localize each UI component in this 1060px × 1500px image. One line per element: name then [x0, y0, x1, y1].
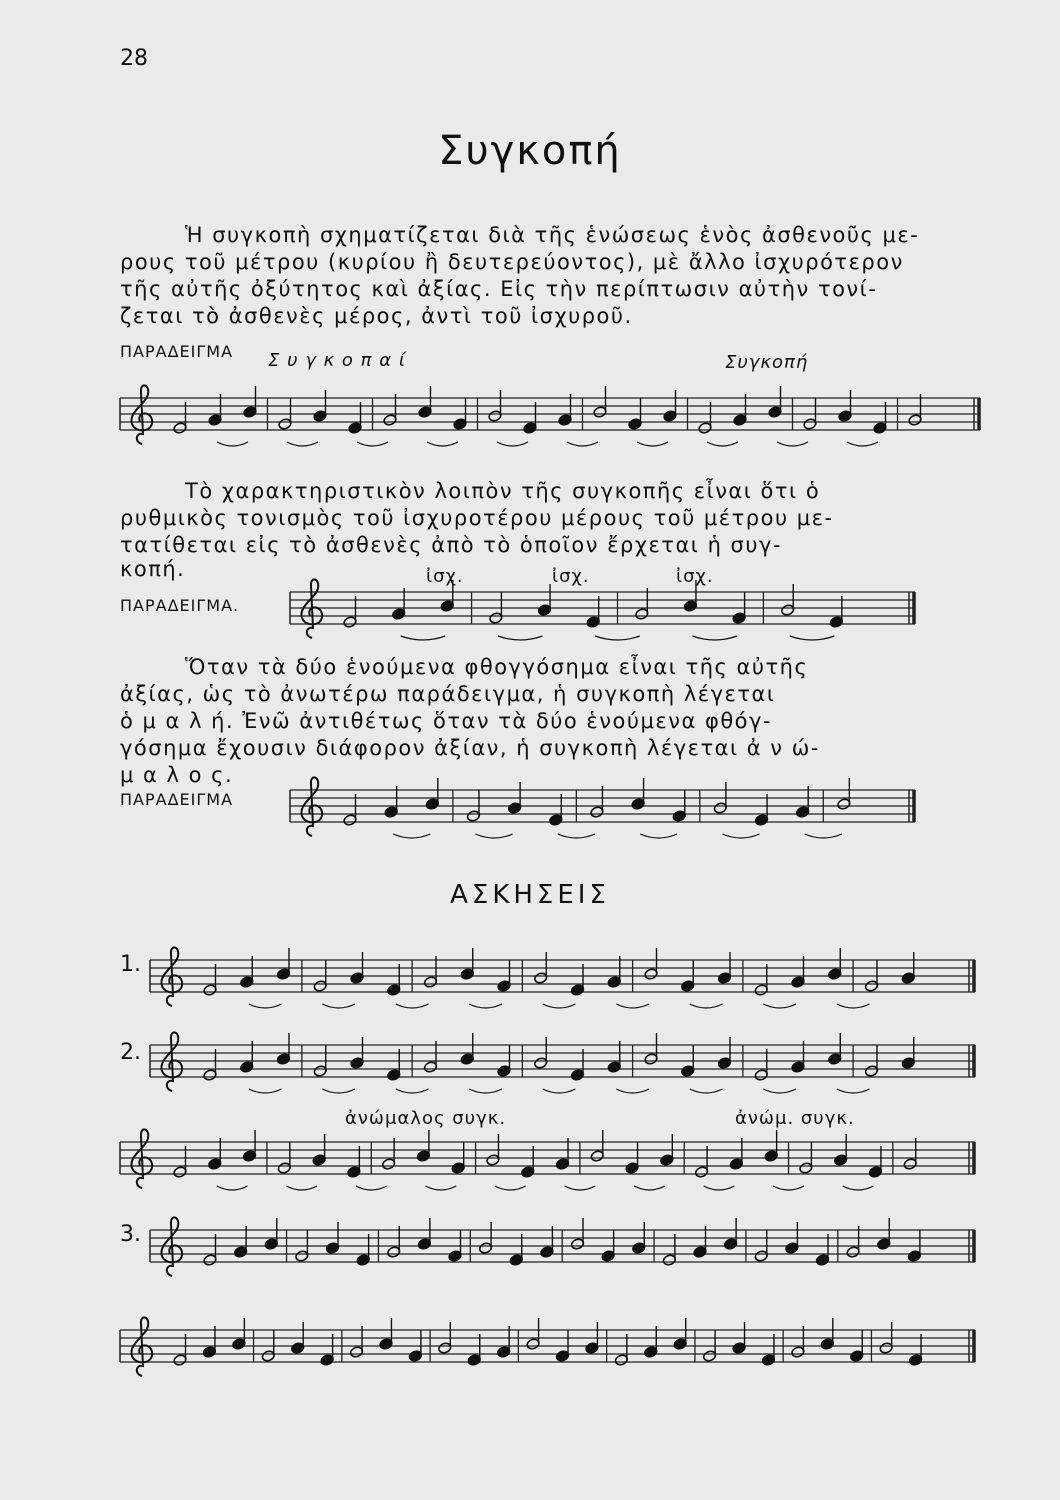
intro-line-1: Ἡ συγκοπὴ σχηματίζεται διὰ τῆς ἑνώσεως ἑνὸς ἀσθενοῦς με- — [185, 223, 920, 247]
para3-line-2: ἀξίας, ὡς τὸ ἀνωτέρω παράδειγμα, ἡ συγκοπὴ λέγεται — [120, 682, 776, 706]
tie-icon — [616, 1004, 649, 1008]
treble-clef-icon — [161, 1217, 182, 1276]
tie-icon — [704, 1186, 735, 1190]
exercise2-staff-line2 — [120, 1122, 980, 1202]
treble-clef-icon — [131, 1129, 152, 1188]
treble-clef-icon — [301, 777, 322, 836]
isx-label-1: ἰσχ. — [426, 566, 464, 587]
tie-icon — [777, 442, 808, 446]
tie-icon — [722, 834, 759, 838]
tie-icon — [805, 834, 842, 838]
tie-icon — [837, 1004, 870, 1008]
tie-icon — [543, 1089, 576, 1093]
tie-icon — [790, 636, 835, 640]
example1-annotation-right: Συγκοπή — [725, 352, 809, 373]
para2-line-3: τατίθεται εἰς τὸ ἀσθενὲς ἀπὸ τὸ ὁποῖον ἔρχεται ἡ συγ- — [120, 533, 783, 557]
tie-icon — [287, 442, 318, 446]
tie-icon — [475, 834, 512, 838]
tie-icon — [469, 1089, 502, 1093]
tie-icon — [773, 1186, 804, 1190]
tie-icon — [692, 636, 737, 640]
tie-icon — [249, 1004, 282, 1008]
intro-line-2: ρους τοῦ μέτρου (κυρίου ἢ δευτερεύοντος), μὲ ἄλλο ἰσχυρότερον — [120, 250, 904, 274]
isx-label-3: ἰσχ. — [676, 566, 714, 587]
tie-icon — [690, 1089, 723, 1093]
tie-icon — [469, 1004, 502, 1008]
intro-line-4: ζεται τὸ ἀσθενὲς μέρος, ἀντὶ τοῦ ἰσχυροῦ. — [120, 304, 633, 328]
exercise3-staff-line1 — [150, 1210, 980, 1290]
page-number: 28 — [120, 46, 148, 71]
tie-icon — [425, 1186, 456, 1190]
treble-clef-icon — [131, 1317, 152, 1376]
tie-icon — [595, 636, 640, 640]
isx-label-2: ἰσχ. — [552, 566, 590, 587]
example3-staff — [290, 770, 930, 850]
tie-icon — [616, 1089, 649, 1093]
tie-icon — [217, 1186, 248, 1190]
tie-icon — [640, 834, 677, 838]
tie-icon — [286, 1186, 317, 1190]
para2-line-2: ρυθμικὸς τονισμὸς τοῦ ἰσχυροτέρου μέρους τοῦ μέτρου με- — [120, 506, 834, 530]
tie-icon — [497, 442, 528, 446]
tie-icon — [847, 442, 878, 446]
exercise1-staff — [150, 940, 980, 1020]
tie-icon — [356, 1186, 387, 1190]
tie-icon — [322, 1004, 355, 1008]
tie-icon — [427, 442, 458, 446]
tie-icon — [843, 1186, 874, 1190]
para3-line-4: γόσημα ἔχουσιν διάφορον ἀξίαν, ἡ συγκοπὴ λέγεται ἀ ν ώ- — [120, 736, 820, 760]
anom-label: ἀνώμ. συγκ. — [735, 1108, 855, 1129]
para3-line-1: Ὅταν τὰ δύο ἑνούμενα φθογγόσημα εἶναι τῆς αὐτῆς — [185, 655, 809, 679]
tie-icon — [322, 1089, 355, 1093]
tie-icon — [498, 636, 543, 640]
tie-icon — [401, 636, 446, 640]
example2-staff — [290, 572, 930, 652]
tie-icon — [558, 834, 595, 838]
exercise-number-2: 2. — [120, 1040, 141, 1065]
tie-icon — [396, 1004, 429, 1008]
intro-line-3: τῆς αὐτῆς ὀξύτητος καὶ ἀξίας. Εἰς τὴν περίπτωσιν αὐτὴν τονί- — [120, 277, 878, 301]
anomalos-label: ἀνώμαλος συγκ. — [345, 1108, 507, 1129]
exercise2-staff-line1 — [150, 1025, 980, 1105]
tie-icon — [763, 1004, 796, 1008]
page-title: Συγκοπή — [438, 128, 622, 174]
tie-icon — [396, 1089, 429, 1093]
tie-icon — [637, 442, 668, 446]
treble-clef-icon — [161, 947, 182, 1006]
example-label-2: ΠΑΡΑΔΕΙΓΜΑ. — [120, 596, 240, 615]
para2-line-1: Τὸ χαρακτηριστικὸν λοιπὸν τῆς συγκοπῆς εἶναι ὅτι ὁ — [185, 479, 821, 503]
treble-clef-icon — [131, 385, 152, 444]
para2-line-4: κοπή. — [120, 557, 186, 581]
tie-icon — [357, 442, 388, 446]
example1-staff — [120, 378, 980, 458]
tie-icon — [707, 442, 738, 446]
tie-icon — [249, 1089, 282, 1093]
exercise-number-1: 1. — [120, 952, 141, 977]
tie-icon — [567, 442, 598, 446]
treble-clef-icon — [301, 579, 322, 638]
tie-icon — [495, 1186, 526, 1190]
example-label-1: ΠΑΡΑΔΕΙΓΜΑ — [120, 342, 234, 361]
treble-clef-icon — [161, 1032, 182, 1091]
tie-icon — [543, 1004, 576, 1008]
example1-annotation-left: Σ υ γ κ ο π α ί — [268, 350, 406, 371]
exercise-number-3: 3. — [120, 1222, 141, 1247]
exercise3-staff-line2 — [120, 1310, 980, 1390]
tie-icon — [690, 1004, 723, 1008]
tie-icon — [763, 1089, 796, 1093]
tie-icon — [217, 442, 248, 446]
para3-line-3: ὁ μ α λ ή. Ἐνῶ ἀντιθέτως ὅταν τὰ δύο ἑνούμενα φθόγ- — [120, 709, 773, 733]
example-label-3: ΠΑΡΑΔΕΙΓΜΑ — [120, 790, 234, 809]
tie-icon — [393, 834, 430, 838]
tie-icon — [565, 1186, 596, 1190]
tie-icon — [634, 1186, 665, 1190]
para3-line-5: μ α λ ο ς. — [120, 763, 234, 787]
tie-icon — [837, 1089, 870, 1093]
exercises-heading: ΑΣΚΗΣΕΙΣ — [450, 880, 610, 910]
